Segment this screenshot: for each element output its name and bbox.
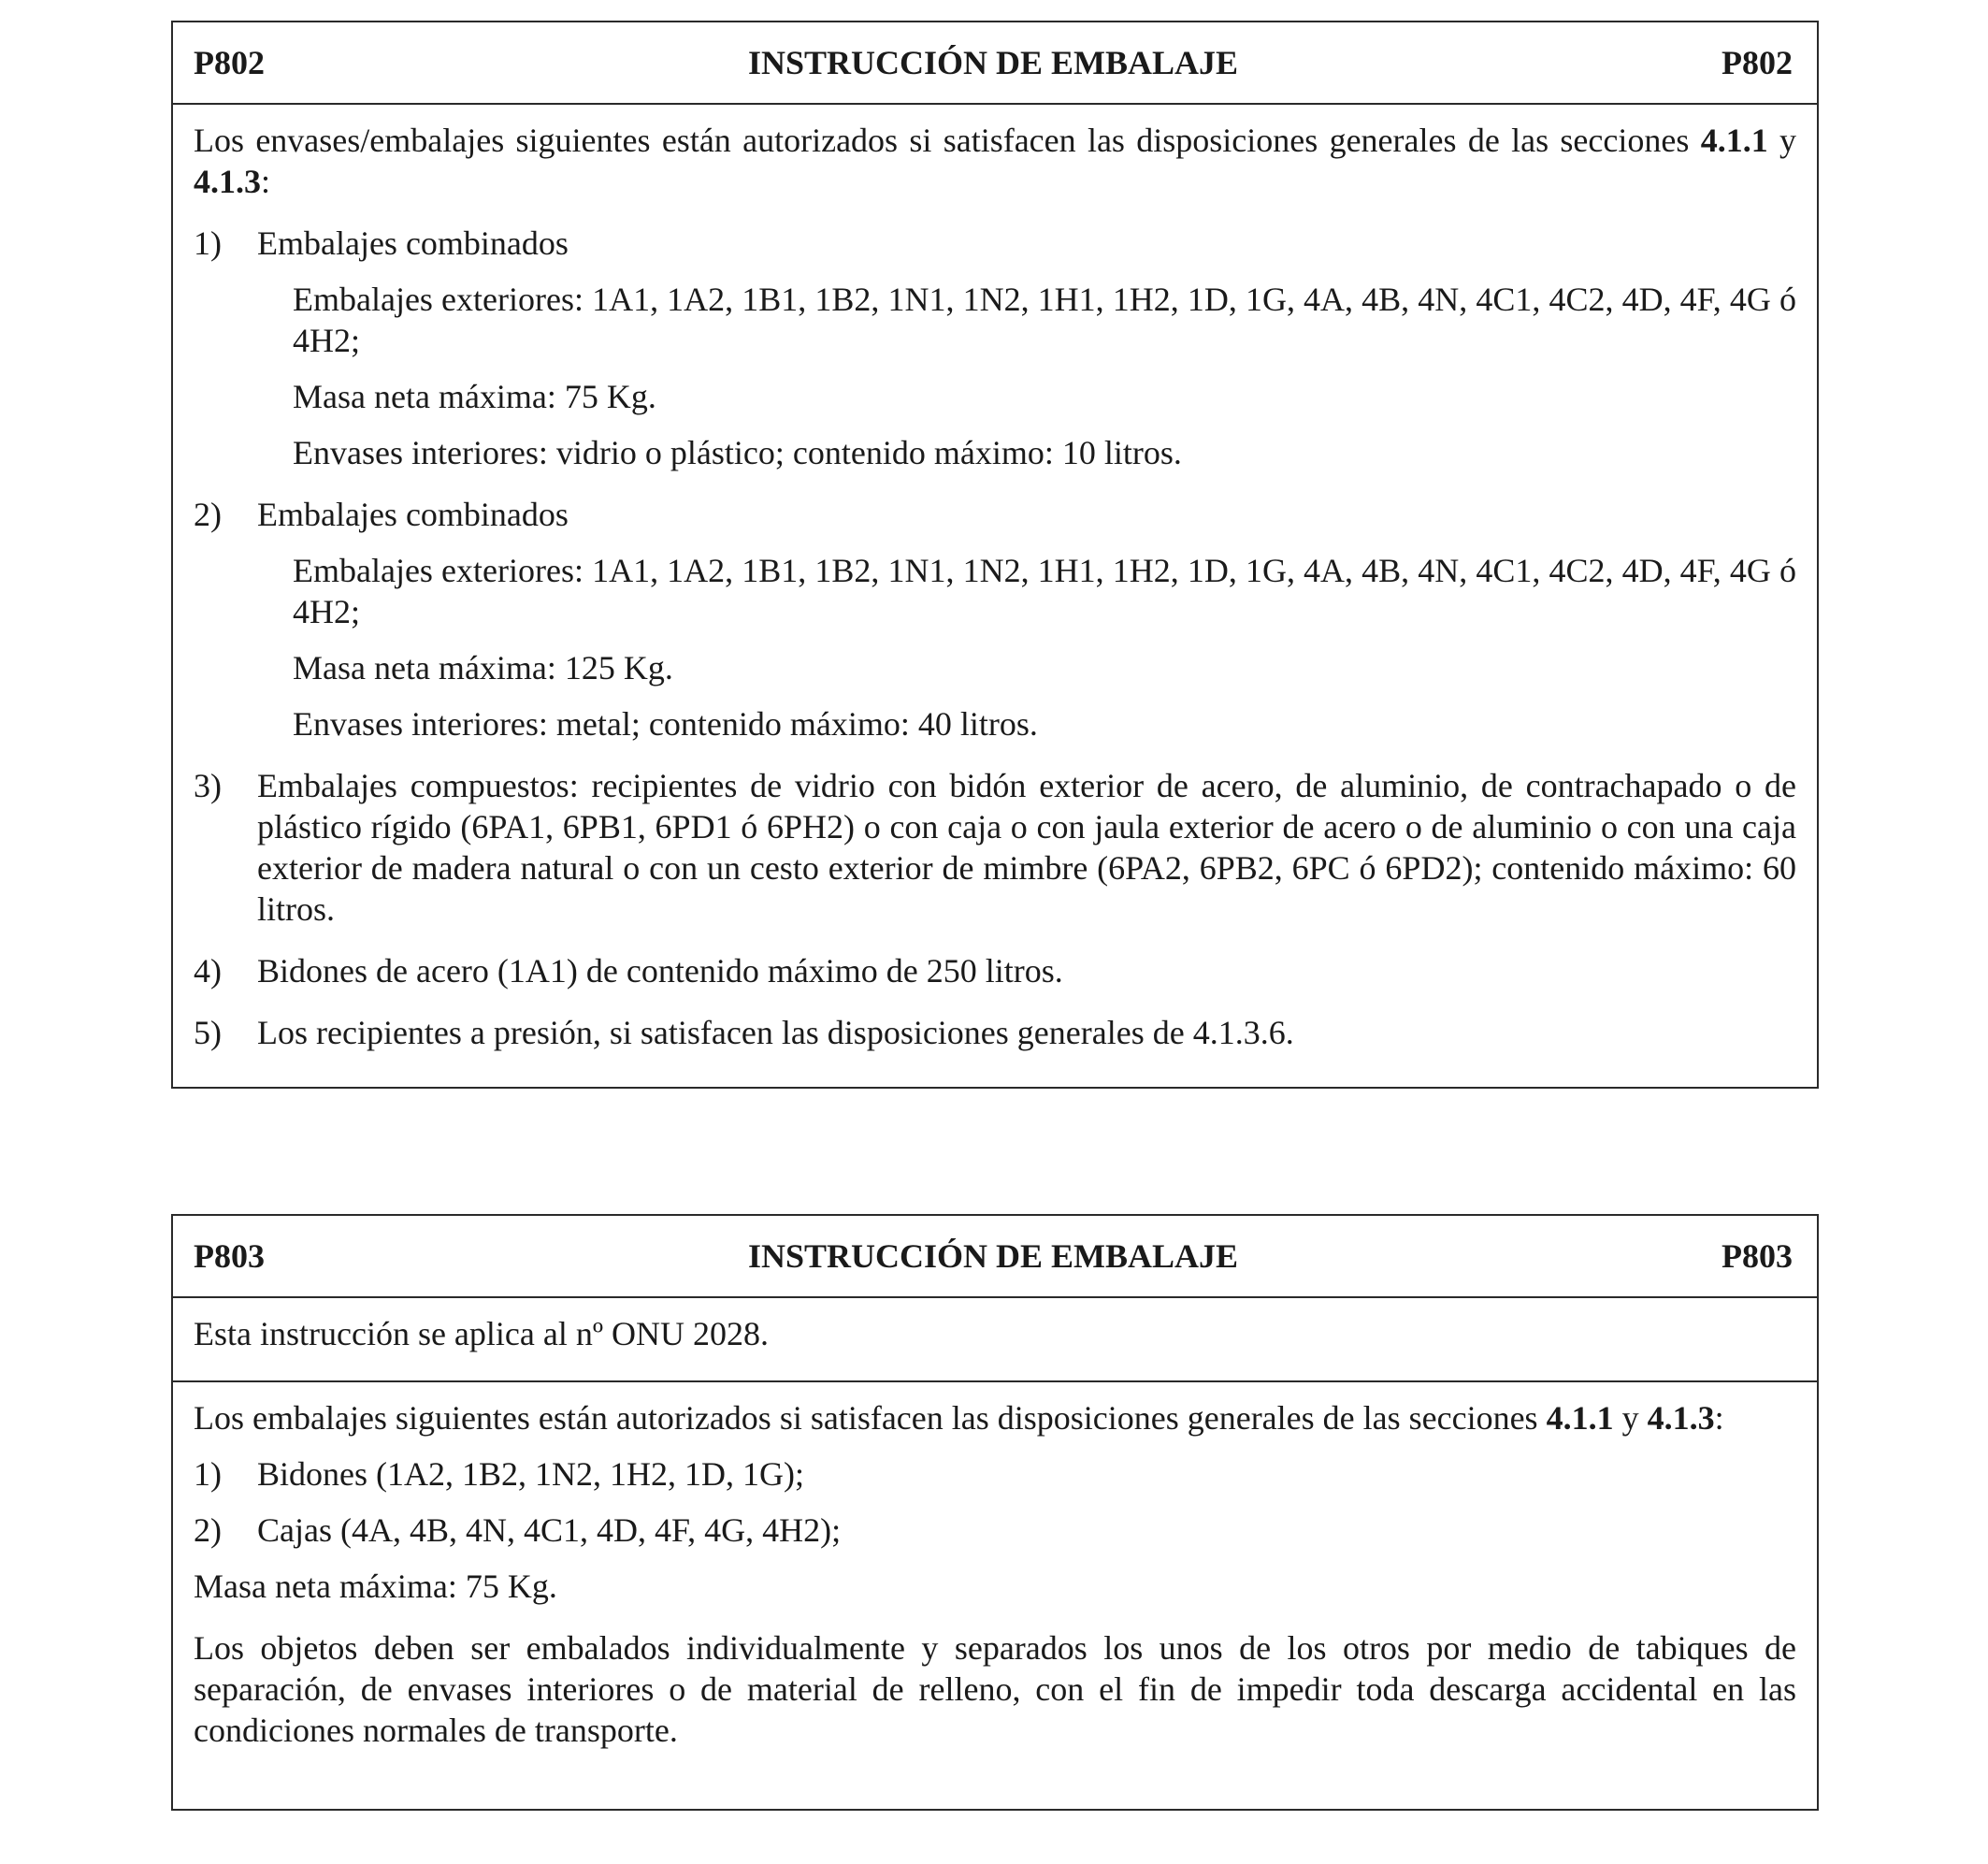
p802-instruction-box bbox=[171, 21, 1819, 1089]
p803-applies: Esta instrucción se aplica al nº ONU 2028. bbox=[194, 1315, 770, 1352]
p802-intro-and: y bbox=[1779, 122, 1797, 159]
item-text: Bidones (1A2, 1B2, 1N2, 1H2, 1D, 1G); bbox=[257, 1455, 804, 1493]
item-number: 2) bbox=[194, 1511, 222, 1549]
p803-title: INSTRUCCIÓN DE EMBALAJE bbox=[747, 1237, 1239, 1275]
item-label: Embalajes combinados bbox=[257, 224, 569, 262]
item-number: 5) bbox=[194, 1014, 222, 1051]
p803-applies-section bbox=[173, 1298, 1817, 1382]
p802-code-left: P802 bbox=[194, 44, 265, 81]
p802-intro-text: Los envases/embalajes siguientes están autorizados si satisfacen las disposiciones generales de las secciones bbox=[194, 122, 1690, 159]
p803-intro-and: y bbox=[1621, 1399, 1639, 1437]
p803-intro bbox=[194, 1397, 1796, 1438]
item-text: Embalajes compuestos: recipientes de vidrio con bidón exterior de acero, de aluminio, de contrachapado o de plástico rígido (6PA1, 6PB1, 6PD1 ó 6PH2) o con caja o con jaula exterior de acero o de aluminio o con una caja exterior de madera natural o con un cesto exterior de mimbre (6PA2, 6PB2, 6PC ó 6PD2); contenido máximo: 60 litros. bbox=[257, 767, 1796, 928]
p803-note: Los objetos deben ser embalados individualmente y separados los unos de los otros por medio de tabiques de separación, de envases interiores o de material de relleno, con el fin de impedir toda descarga accidental en las condiciones normales de transporte. bbox=[194, 1629, 1796, 1749]
item-text: Cajas (4A, 4B, 4N, 4C1, 4D, 4F, 4G, 4H2); bbox=[257, 1511, 842, 1549]
p803-intro-text: Los embalajes siguientes están autorizados si satisfacen las disposiciones generales de las secciones bbox=[194, 1399, 1538, 1437]
item-number: 1) bbox=[194, 1455, 222, 1493]
item-label: Embalajes combinados bbox=[257, 496, 569, 533]
p802-intro-ref1: 4.1.1 bbox=[1700, 122, 1768, 159]
p802-item-2-mass: Masa neta máxima: 125 Kg. bbox=[293, 649, 673, 686]
p803-instruction-box bbox=[171, 1214, 1819, 1811]
p803-item-2 bbox=[194, 1510, 1796, 1551]
p803-header bbox=[173, 1216, 1817, 1298]
p803-code-left: P803 bbox=[194, 1237, 265, 1275]
item-number: 2) bbox=[194, 496, 222, 533]
item-number: 3) bbox=[194, 767, 222, 804]
p802-item-2-inner: Envases interiores: metal; contenido máximo: 40 litros. bbox=[293, 705, 1038, 743]
p803-mass: Masa neta máxima: 75 Kg. bbox=[194, 1568, 557, 1605]
p802-header bbox=[173, 22, 1817, 105]
p802-item-2 bbox=[194, 494, 1796, 535]
p803-intro-ref1: 4.1.1 bbox=[1546, 1399, 1614, 1437]
p802-item-1-mass: Masa neta máxima: 75 Kg. bbox=[293, 378, 656, 415]
p803-intro-colon: : bbox=[1714, 1399, 1724, 1437]
p802-intro bbox=[194, 120, 1796, 202]
p802-title: INSTRUCCIÓN DE EMBALAJE bbox=[747, 44, 1239, 81]
p802-intro-colon: : bbox=[261, 163, 271, 200]
item-text: Bidones de acero (1A1) de contenido máximo de 250 litros. bbox=[257, 952, 1063, 990]
p802-body bbox=[173, 105, 1817, 1053]
p802-item-2-outer: Embalajes exteriores: 1A1, 1A2, 1B1, 1B2, 1N1, 1N2, 1H1, 1H2, 1D, 1G, 4A, 4B, 4N, 4C1, 4C2, 4D, 4F, 4G ó 4H2; bbox=[293, 552, 1796, 630]
p803-item-1 bbox=[194, 1453, 1796, 1495]
p802-item-5 bbox=[194, 1012, 1796, 1053]
p802-item-3 bbox=[194, 765, 1796, 930]
p802-item-1 bbox=[194, 223, 1796, 264]
p803-intro-ref2: 4.1.3 bbox=[1647, 1399, 1715, 1437]
item-text: Los recipientes a presión, si satisfacen las disposiciones generales de 4.1.3.6. bbox=[257, 1014, 1294, 1051]
item-number: 1) bbox=[194, 224, 222, 262]
p802-code-right: P802 bbox=[1721, 44, 1793, 81]
p802-item-1-outer: Embalajes exteriores: 1A1, 1A2, 1B1, 1B2, 1N1, 1N2, 1H1, 1H2, 1D, 1G, 4A, 4B, 4N, 4C1, 4C2, 4D, 4F, 4G ó 4H2; bbox=[293, 281, 1796, 359]
item-number: 4) bbox=[194, 952, 222, 990]
p803-body bbox=[173, 1382, 1817, 1751]
p802-intro-ref2: 4.1.3 bbox=[194, 163, 261, 200]
p802-item-1-inner: Envases interiores: vidrio o plástico; contenido máximo: 10 litros. bbox=[293, 434, 1182, 471]
p802-item-4 bbox=[194, 950, 1796, 991]
p803-code-right: P803 bbox=[1721, 1237, 1793, 1275]
